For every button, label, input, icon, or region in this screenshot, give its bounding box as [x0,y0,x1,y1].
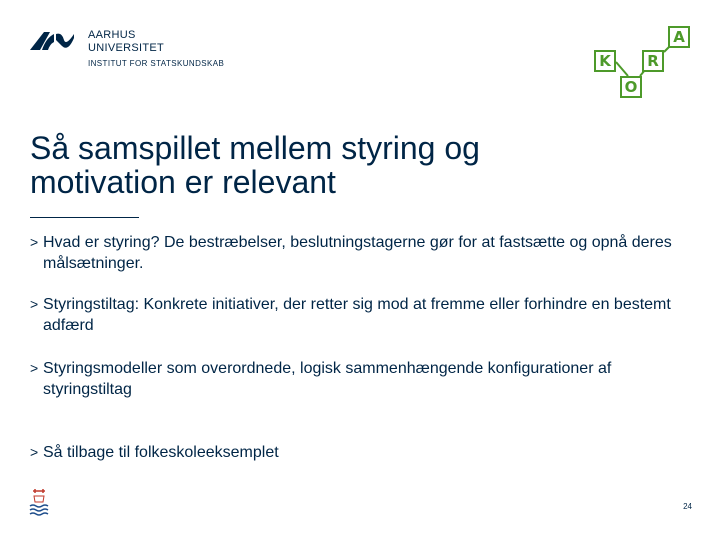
bullet-marker: > [30,444,39,460]
bullet-item [30,358,700,400]
bullet-text: Styringstiltag: Konkrete initiativer, der retter sig mod at fremme eller forhindre en bestemt adfærd [43,296,671,334]
page-number: 24 [683,502,692,511]
bullet-item [30,442,700,463]
university-name-line2: UNIVERSITET [88,42,165,54]
kora-letter-a: A [668,26,690,48]
title-underline-divider [30,217,139,218]
bullet-item [30,232,700,274]
university-seal-icon [28,488,50,516]
slide-title: Så samspillet mellem styring og motivation er relevant [30,130,480,200]
bullet-text: Styringsmodeller som overordnede, logisk sammenhængende konfigurationer af styringstiltag [43,360,612,398]
bullet-text: Hvad er styring? De bestræbelser, beslutningstagerne gør for at fastsætte og opnå deres målsætninger. [43,234,672,272]
kora-letter-k: K [594,50,616,72]
university-name-line1: AARHUS [88,29,136,41]
bullet-marker: > [30,296,39,312]
kora-letter-o: O [620,76,642,98]
aarhus-university-logo-icon [28,26,76,52]
kora-logo [594,24,694,100]
bullet-text: Så tilbage til folkeskoleeksemplet [43,444,279,461]
bullet-item [30,294,700,336]
bullet-marker: > [30,360,39,376]
bullet-marker: > [30,234,39,250]
institute-name: INSTITUT FOR STATSKUNDSKAB [88,59,225,68]
kora-letter-r: R [642,50,664,72]
university-name [88,29,164,55]
